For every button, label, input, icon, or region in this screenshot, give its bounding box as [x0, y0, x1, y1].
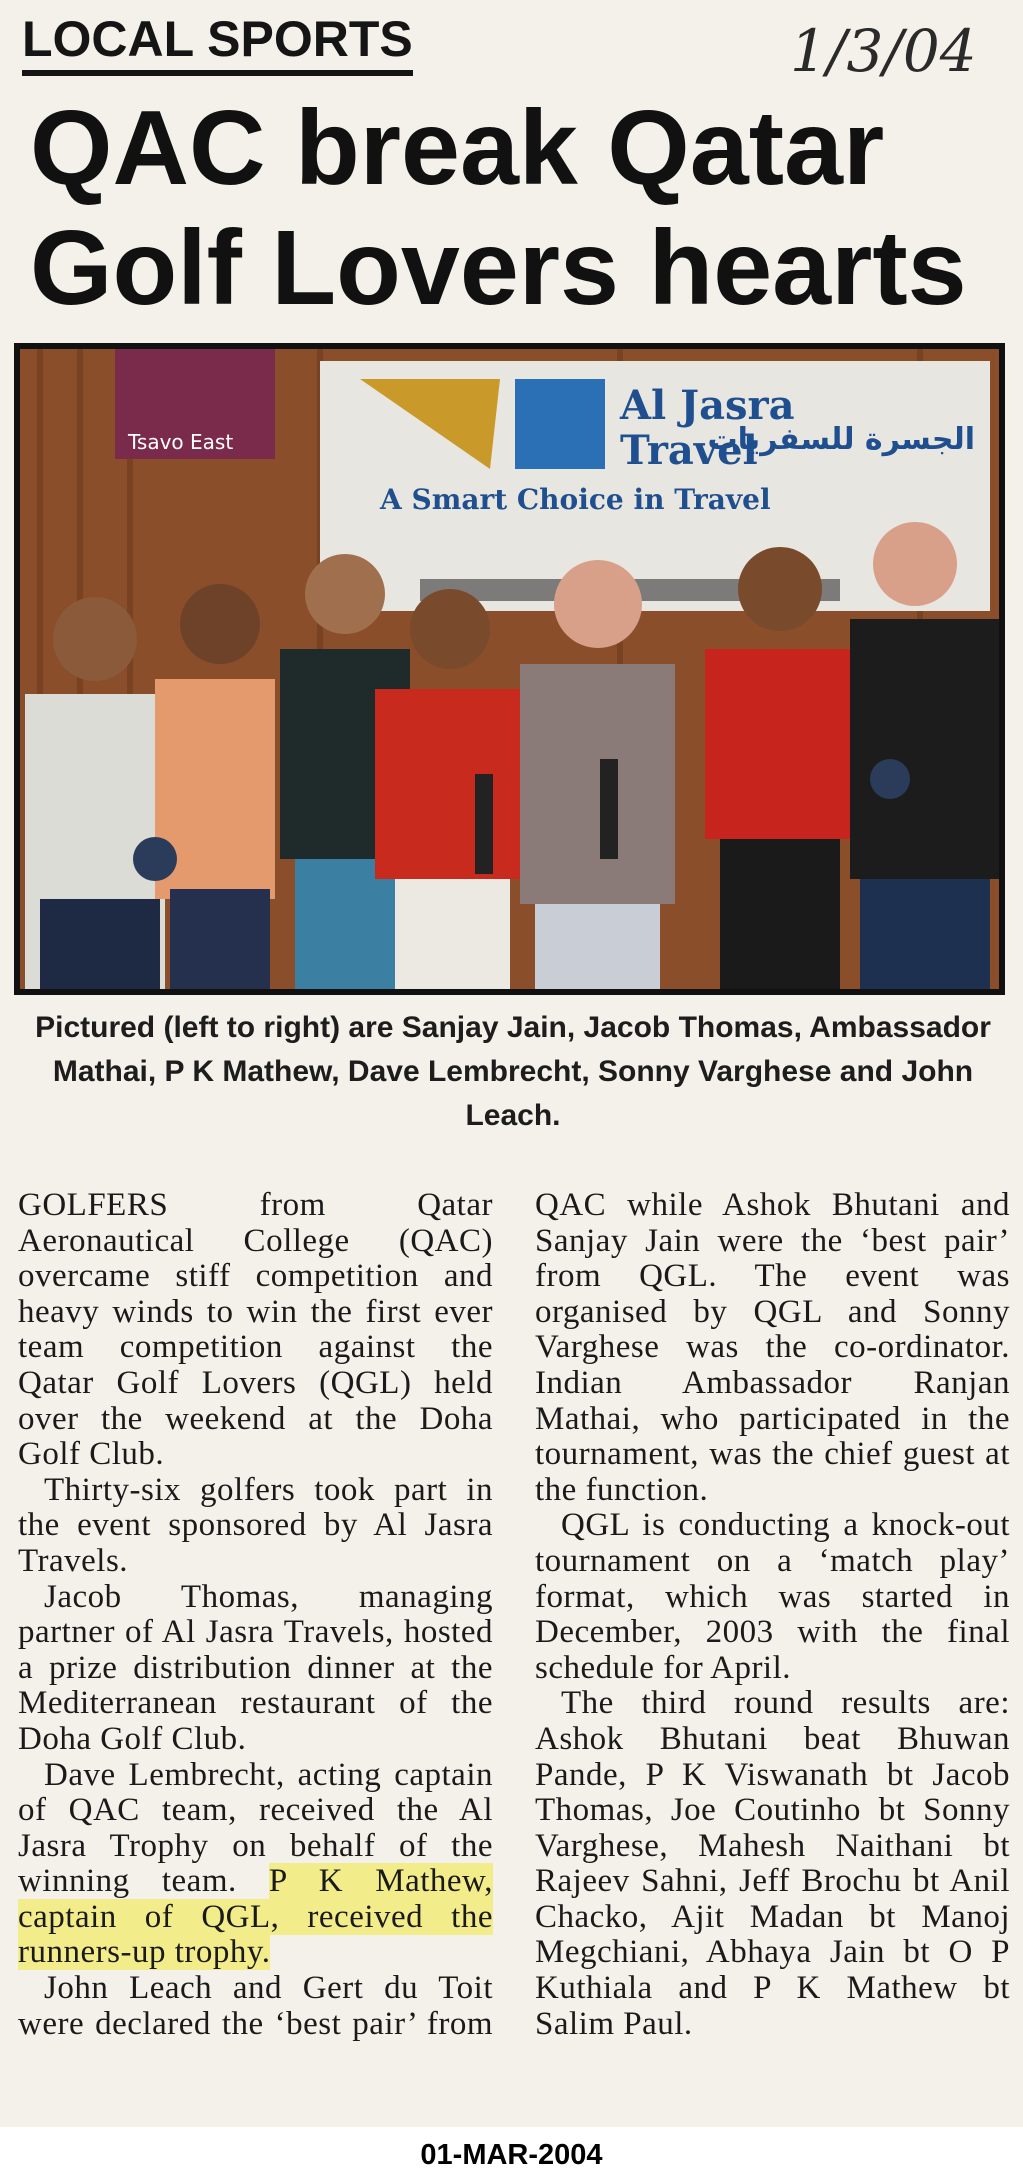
- article-body: [18, 1188, 1010, 2042]
- article-paragraph: John Leach and Gert du Toit were declared the ‘best pair’ from QAC while Ashok Bhutani and Sanjay Jain were the ‘best pair’ from QGL. The event was organised by QGL and Sonny Varghese was the co-ordinator. Indian Ambassador Ranjan Mathai, who participated in the tournament, was the chief guest at the function.: [18, 1187, 1010, 2042]
- banner-brand-line-1: Al Jasra: [620, 382, 795, 429]
- headline-line-1: QAC break Qatar: [30, 89, 885, 207]
- banner-brand-line-2: Travel: [620, 427, 758, 474]
- publication-date: 01-MAR-2004: [0, 2127, 1023, 2184]
- highlighted-text: P K Mathew, captain of QGL, received the runners-up trophy.: [18, 1863, 493, 1971]
- article-paragraph: GOLFERS from Qatar Aeronautical College (QAC) overcame stiff competition and heavy winds to win the first ever team competition against the Qatar Golf Lovers (QGL) held over the weekend at the Doha Golf Club.: [18, 1187, 493, 1473]
- banner-slogan: A Smart Choice in Travel: [380, 483, 771, 516]
- poster-text: Tsavo East: [128, 430, 234, 454]
- ajt-logo-icon: [515, 379, 605, 469]
- handwritten-date: 1/3/04: [790, 17, 977, 85]
- article-paragraph: Jacob Thomas, managing partner of Al Jasra Travels, hosted a prize distribution dinner at the Mediterranean restaurant of the Doha Golf Club.: [18, 1578, 493, 1757]
- headline-line-2: Golf Lovers hearts: [30, 209, 967, 327]
- article-paragraph: [18, 1758, 493, 1972]
- section-label: LOCAL SPORTS: [22, 10, 413, 76]
- article-paragraph: Thirty-six golfers took part in the event sponsored by Al Jasra Travels.: [18, 1471, 493, 1579]
- photo-illustration: [20, 349, 999, 989]
- group-photo: [14, 343, 1005, 995]
- article-paragraph: The third round results are: Ashok Bhutani beat Bhuwan Pande, P K Viswanath bt Jacob Thomas, Joe Coutinho bt Sonny Varghese, Mahesh Naithani bt Rajeev Sahni, Jeff Brochu bt Anil Chacko, Ajit Madan bt Manoj Megchiani, Abhaya Jain bt O P Kuthiala and P K Mathew bt Salim Paul.: [535, 1685, 1010, 2042]
- article-text: Dave Lembrecht, acting captain of QAC team, received the Al Jasra Trophy on behalf of the winning team.: [18, 1756, 493, 1900]
- headline: [30, 88, 1005, 328]
- article-paragraph: QGL is conducting a knock-out tournament on a ‘match play’ format, which was started in December, 2003 with the final schedule for April.: [535, 1507, 1010, 1686]
- photo-caption: Pictured (left to right) are Sanjay Jain, Jacob Thomas, Ambassador Mathai, P K Mathew, Dave Lembrecht, Sonny Varghese and John Leach.: [35, 1011, 991, 1132]
- banner-arabic: الجسرة للسفريات: [707, 422, 975, 457]
